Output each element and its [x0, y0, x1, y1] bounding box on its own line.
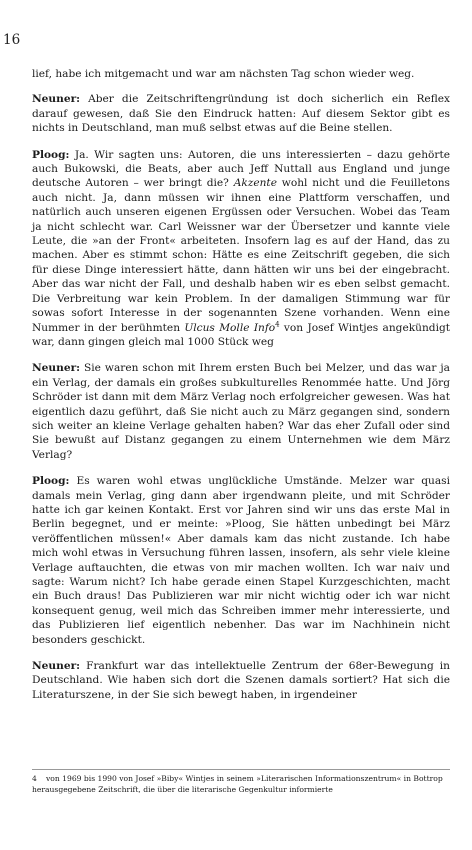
page-number: 16 [3, 32, 21, 48]
paragraph-text: Aber die Zeitschriftengründung ist doch sicherlich ein Reflex darauf gewesen, daß Sie den Eindruck hatten: Auf diesem Sektor gibt es nichts in Deutschland, man muß selbst etwas auf die Beine stellen. [32, 93, 450, 135]
speaker-label: Ploog: [32, 475, 70, 488]
speaker-label: Ploog: [32, 148, 70, 161]
footnote-number: 4 [32, 774, 37, 783]
paragraph-ploog-2 [32, 474, 450, 647]
paragraph-text: Es waren wohl etwas unglückliche Umstände. Melzer war quasi damals mein Verlag, ging dann aber irgendwann pleite, und mit Schröder hatte ich gar keinen Kontakt. Erst vor Jahren sind wir uns das erste Mal in Berlin begegnet, und er meinte: »Ploog, Sie hätten unbedingt bei März veröffentlichen müssen!« Aber damals kam das nicht zustande. Ich habe mich wohl etwas in Versuchung führen lassen, insofern, als sehr viele kleine Verlage auftauchten, die etwas von mir machen wollten. Ich war naiv und sagte: Warum nicht? Ich habe gerade einen Stapel Kurzgeschichten, macht ein Buch draus! Das Publizieren war mir nicht wichtig oder ich war nicht konsequent genug, weil mich das Schreiben immer mehr interessierte, und das Publizieren lief eigentlich nebenher. Das war im Nachhinein nicht besonders geschickt. [32, 475, 450, 646]
paragraph-text: wohl nicht und die Feuilletons auch nicht. Ja, dann müssen wir ihnen eine Plattform verschaffen, und natürlich auch unseren eigenen Ergüssen oder Versuchen. Wobei das Team ja nicht schlecht war. Carl Weissner war der Übersetzer und kannte viele Leute, die »an der Front« arbeiteten. Insofern lag es auf der Hand, das zu machen. Aber es stimmt schon: Hätte es eine Zeitschrift gegeben, die sich für diese Dinge interessiert hätte, dann hätten wir uns bei der eingebracht. Aber das war nicht der Fall, und deshalb haben wir es eben selbst gemacht. Die Verbreitung war kein Problem. In der damaligen Stimmung war für sowas sofort Interesse in der sogenannten Szene vorhanden. Wenn eine Nummer in der berühmten [32, 177, 450, 334]
paragraph-text: Frankfurt war das intellektuelle Zentrum der 68er-Bewegung in Deutschland. Wie haben sich dort die Szenen damals sortiert? Hat sich die Literaturszene, in der Sie sich bewegt haben, in irgendeiner [32, 660, 450, 701]
footnote [32, 774, 450, 795]
speaker-label: Neuner: [32, 362, 81, 375]
speaker-label: Neuner: [32, 660, 81, 673]
interview-text [32, 67, 450, 714]
paragraph-text: von Josef Wintjes angekündigt war, dann gingen gleich mal 1000 Stück weg [32, 321, 451, 348]
paragraph-neuner-2 [32, 361, 450, 462]
footnote-ref: 4 [275, 319, 280, 328]
paragraph-neuner-1 [32, 92, 450, 135]
footnote-divider [32, 769, 450, 770]
magazine-title-akzente: Akzente [233, 177, 277, 190]
paragraph-neuner-3 [32, 659, 450, 702]
paragraph-text: lief, habe ich mitgemacht und war am nächsten Tag schon wieder weg. [32, 68, 415, 80]
footnote-text: von 1969 bis 1990 von Josef »Biby« Wintjes in seinem »Literarischen Informationszentrum« in Bottrop herausgegebene Zeitschrift, die über die literarische Gegenkultur informierte [32, 774, 443, 794]
paragraph-ploog-1 [32, 148, 450, 350]
magazine-title-ulcus-molle: Ulcus Molle Info [184, 321, 276, 334]
paragraph-continuation [32, 67, 450, 81]
speaker-label: Neuner: [32, 93, 81, 106]
paragraph-text: Ja. Wir sagten uns: Autoren, die uns interessierten – dazu gehörte auch Bukowski, die Beats, aber auch Jeff Nuttall aus England und junge deutsche Autoren – wer bringt die? [32, 148, 450, 190]
paragraph-text: Sie waren schon mit Ihrem ersten Buch bei Melzer, und das war ja ein Verlag, der damals ein großes subkulturelles Renommée hatte. Und Jörg Schröder ist dann mit dem März Verlag noch erfolgreicher gewesen. Was hat eigentlich dazu geführt, daß Sie nicht auch zu März gegangen sind, sondern sich weiter an kleine Verlage gehalten haben? War das eher Zufall oder sind Sie bewußt auf Distanz gegangen zu einem Unternehmen wie dem März Verlag? [32, 362, 450, 461]
